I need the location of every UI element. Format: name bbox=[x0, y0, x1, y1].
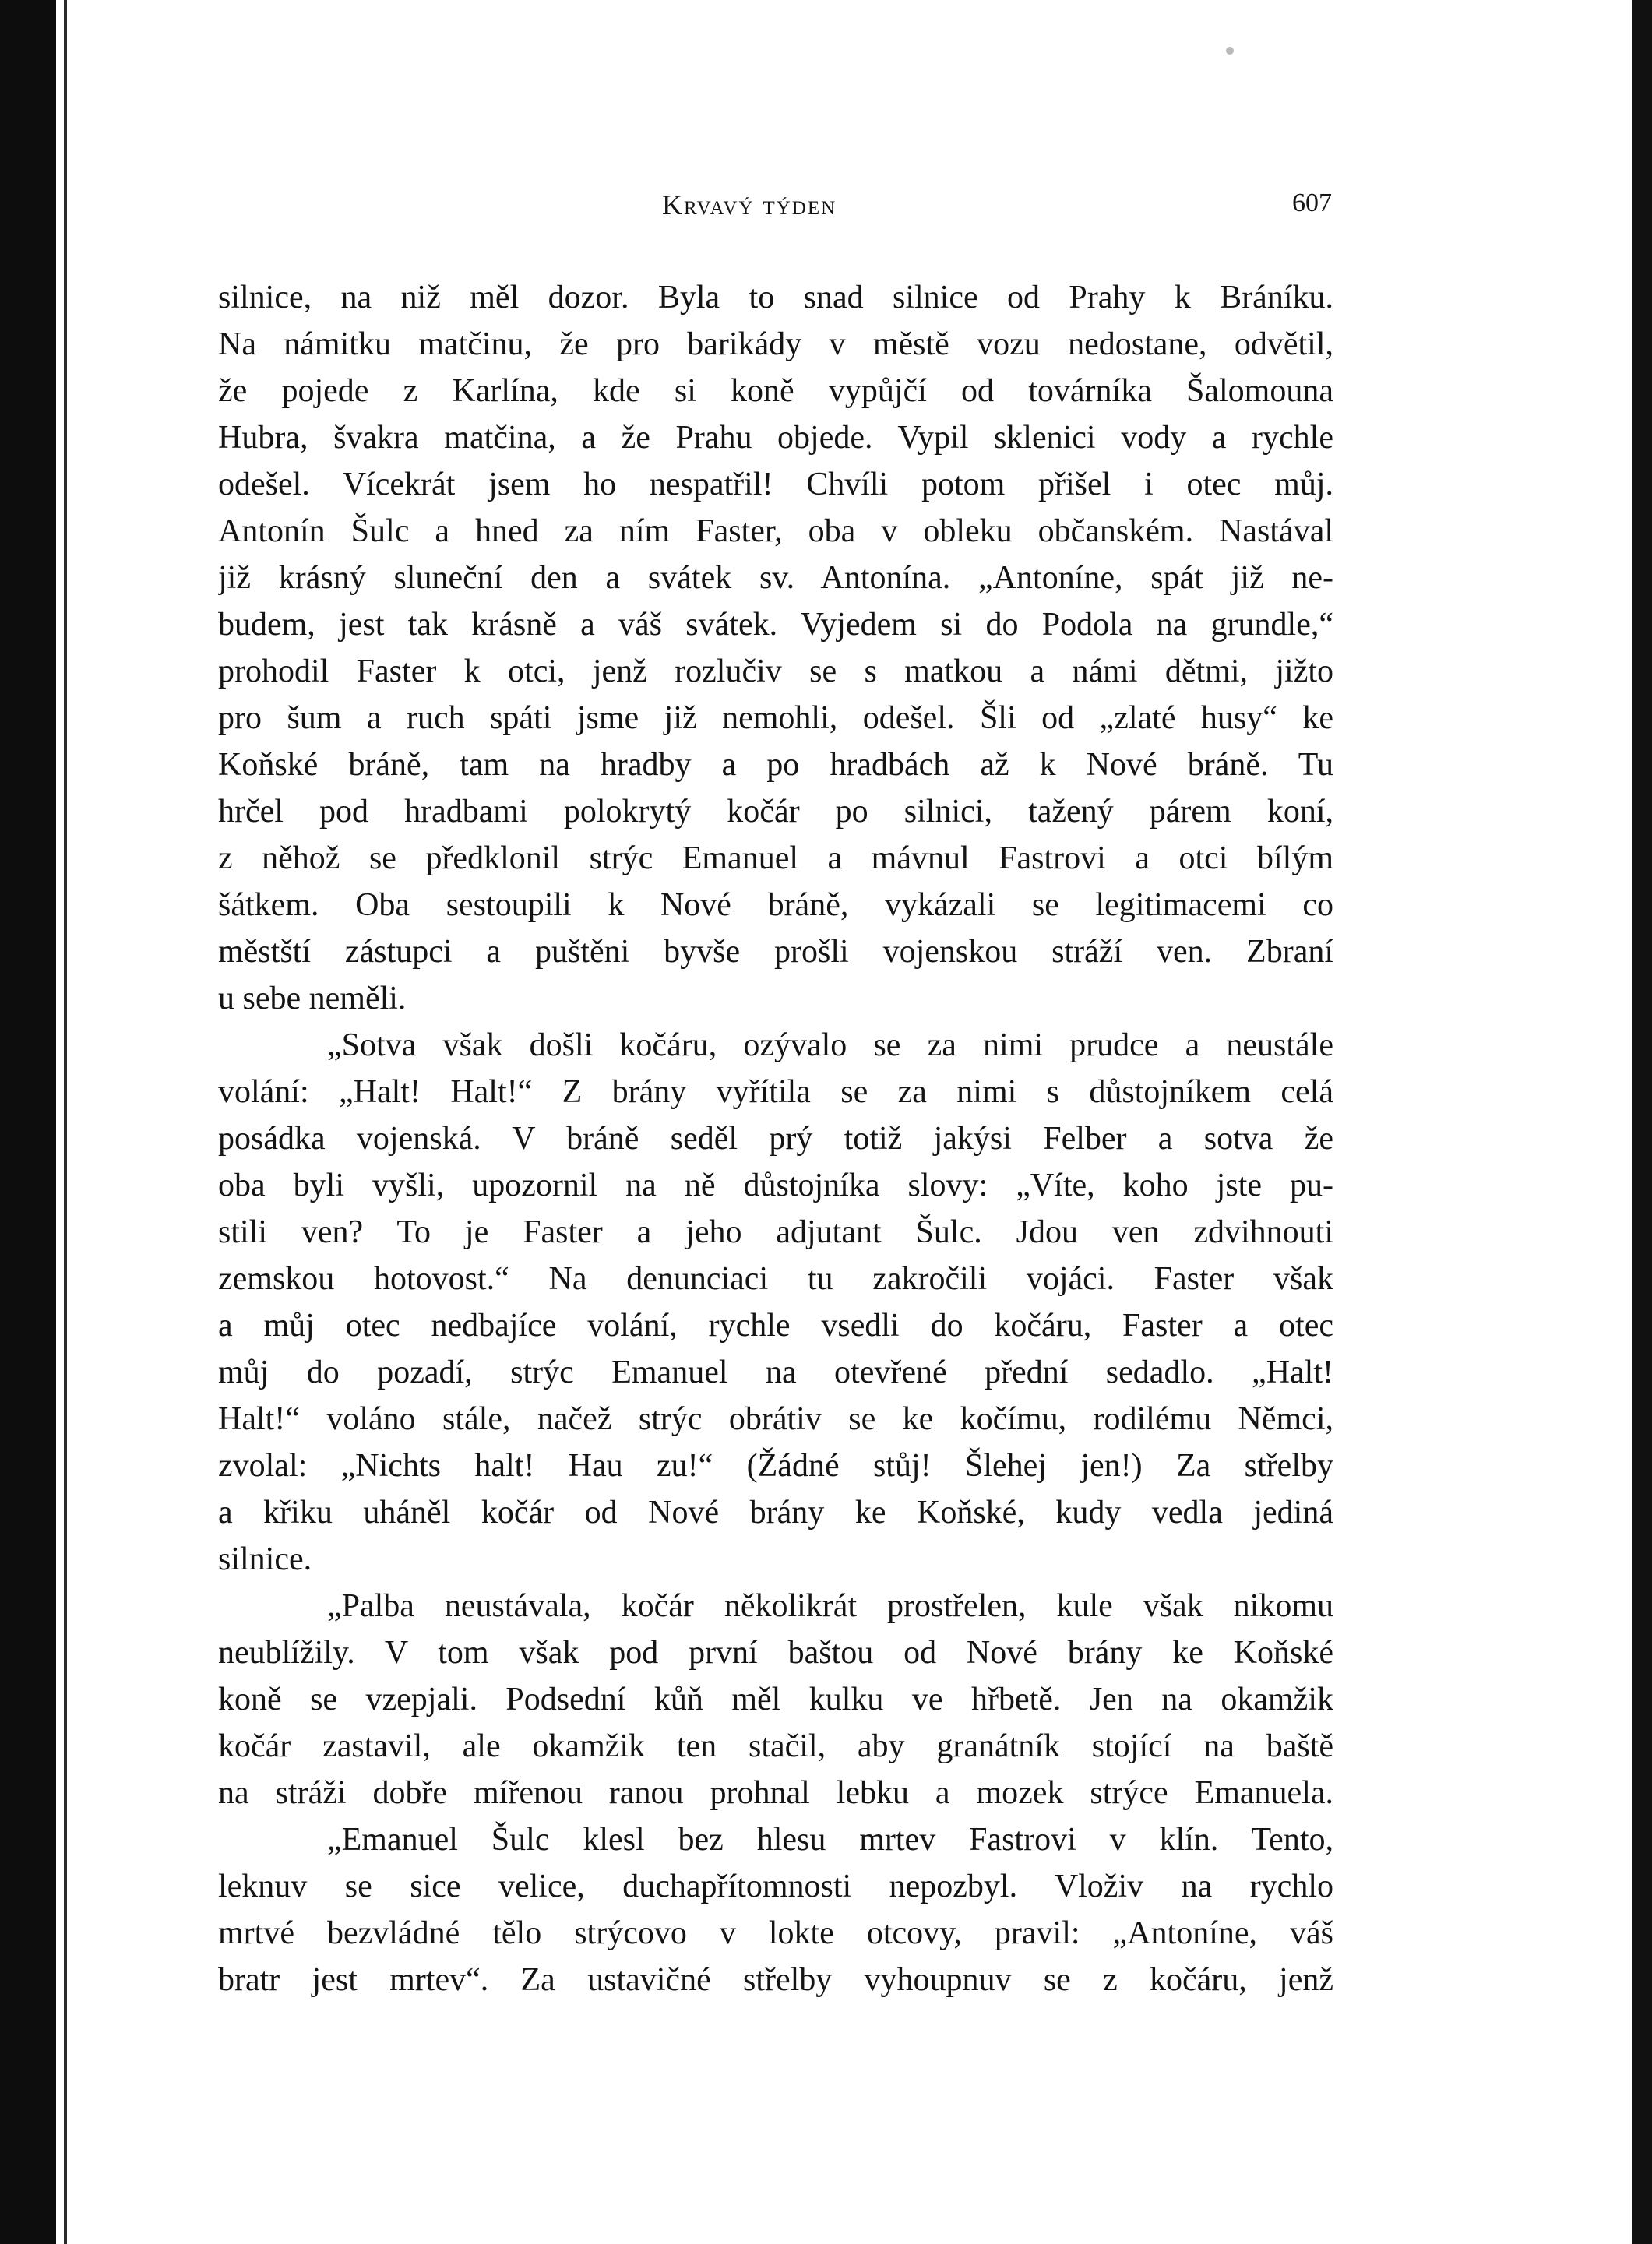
text-line: oba byli vyšli, upozornil na ně důstojníka slovy: „Víte, koho jste pu- bbox=[218, 1168, 1333, 1203]
text-line: kočár zastavil, ale okamžik ten stačil, aby granátník stojící na baště bbox=[218, 1728, 1333, 1764]
text-line: mrtvé bezvládné tělo strýcovo v lokte otcovy, pravil: „Antoníne, váš bbox=[218, 1915, 1333, 1951]
page-header bbox=[218, 188, 1332, 227]
text-line: stili ven? To je Faster a jeho adjutant Šulc. Jdou ven zdvihnouti bbox=[218, 1214, 1333, 1250]
text-line: a křiku uháněl kočár od Nové brány ke Koňské, kudy vedla jediná bbox=[218, 1495, 1333, 1531]
text-line: prohodil Faster k otci, jenž rozlučiv se s matkou a námi dětmi, jižto bbox=[218, 653, 1333, 689]
text-line: pro šum a ruch spáti jsme již nemohli, odešel. Šli od „zlaté husy“ ke bbox=[218, 700, 1333, 736]
text-line: leknuv se sice velice, duchapřítomnosti nepozbyl. Vloživ na rychlo bbox=[218, 1869, 1333, 1904]
text-line: neublížily. V tom však pod první baštou od Nové brány ke Koňské bbox=[218, 1635, 1333, 1671]
text-line: Hubra, švakra matčina, a že Prahu objede. Vypil sklenici vody a rychle bbox=[218, 420, 1333, 456]
text-line: budem, jest tak krásně a váš svátek. Vyjedem si do Podola na grundle,“ bbox=[218, 607, 1333, 643]
text-line: hrčel pod hradbami polokrytý kočár po silnici, tažený párem koní, bbox=[218, 794, 1333, 830]
text-line: u sebe neměli. bbox=[218, 981, 407, 1016]
paragraph-start-line: „Palba neustávala, kočár několikrát prostřelen, kule však nikomu bbox=[327, 1588, 1333, 1624]
scan-border-right bbox=[1632, 0, 1652, 2244]
text-line: a můj otec nedbajíce volání, rychle vsedli do kočáru, Faster a otec bbox=[218, 1308, 1333, 1344]
text-line: odešel. Vícekrát jsem ho nespatřil! Chvíli potom přišel i otec můj. bbox=[218, 467, 1333, 502]
text-line: bratr jest mrtev“. Za ustavičné střelby vyhoupnuv se z kočáru, jenž bbox=[218, 1962, 1333, 1998]
page-number: 607 bbox=[1292, 188, 1332, 217]
text-line: z něhož se předklonil strýc Emanuel a mávnul Fastrovi a otci bílým bbox=[218, 840, 1333, 876]
text-line: můj do pozadí, strýc Emanuel na otevřené přední sedadlo. „Halt! bbox=[218, 1355, 1333, 1390]
text-line: městští zástupci a puštěni byvše prošli vojenskou stráží ven. Zbraní bbox=[218, 934, 1333, 970]
scan-speck bbox=[1226, 47, 1234, 55]
text-line: Na námitku matčinu, že pro barikády v městě vozu nedostane, odvětil, bbox=[218, 326, 1333, 362]
scan-border-left bbox=[0, 0, 56, 2244]
text-line: zemskou hotovost.“ Na denunciaci tu zakročili vojáci. Faster však bbox=[218, 1261, 1333, 1297]
text-line: posádka vojenská. V bráně seděl prý totiž jakýsi Felber a sotva že bbox=[218, 1121, 1333, 1157]
text-line: koně se vzepjali. Podsední kůň měl kulku ve hřbetě. Jen na okamžik bbox=[218, 1682, 1333, 1717]
text-line: volání: „Halt! Halt!“ Z brány vyřítila se za nimi s důstojníkem celá bbox=[218, 1074, 1333, 1110]
text-line: na stráži dobře mířenou ranou prohnal lebku a mozek strýce Emanuela. bbox=[218, 1775, 1333, 1811]
running-title: Krvavý týden bbox=[662, 189, 837, 220]
text-line: silnice, na niž měl dozor. Byla to snad silnice od Prahy k Bráníku. bbox=[218, 280, 1333, 315]
text-line: Antonín Šulc a hned za ním Faster, oba v obleku občanském. Nastával bbox=[218, 513, 1333, 549]
text-line: zvolal: „Nichts halt! Hau zu!“ (Žádné stůj! Šlehej jen!) Za střelby bbox=[218, 1448, 1333, 1484]
text-line: již krásný sluneční den a svátek sv. Antonína. „Antoníne, spát již ne- bbox=[218, 560, 1333, 596]
text-line: že pojede z Karlína, kde si koně vypůjčí od továrníka Šalomouna bbox=[218, 373, 1333, 409]
text-line: silnice. bbox=[218, 1541, 312, 1577]
text-line: Koňské bráně, tam na hradby a po hradbách až k Nové bráně. Tu bbox=[218, 747, 1333, 783]
text-line: Halt!“ voláno stále, načež strýc obrátiv se ke kočímu, rodilému Němci, bbox=[218, 1401, 1333, 1437]
paragraph-start-line: „Sotva však došli kočáru, ozývalo se za nimi prudce a neustále bbox=[327, 1027, 1333, 1063]
text-line: šátkem. Oba sestoupili k Nové bráně, vykázali se legitimacemi co bbox=[218, 887, 1333, 923]
body-text bbox=[218, 274, 1333, 2003]
paragraph-start-line: „Emanuel Šulc klesl bez hlesu mrtev Fastrovi v klín. Tento, bbox=[327, 1822, 1333, 1858]
scan-border-line bbox=[64, 0, 67, 2244]
